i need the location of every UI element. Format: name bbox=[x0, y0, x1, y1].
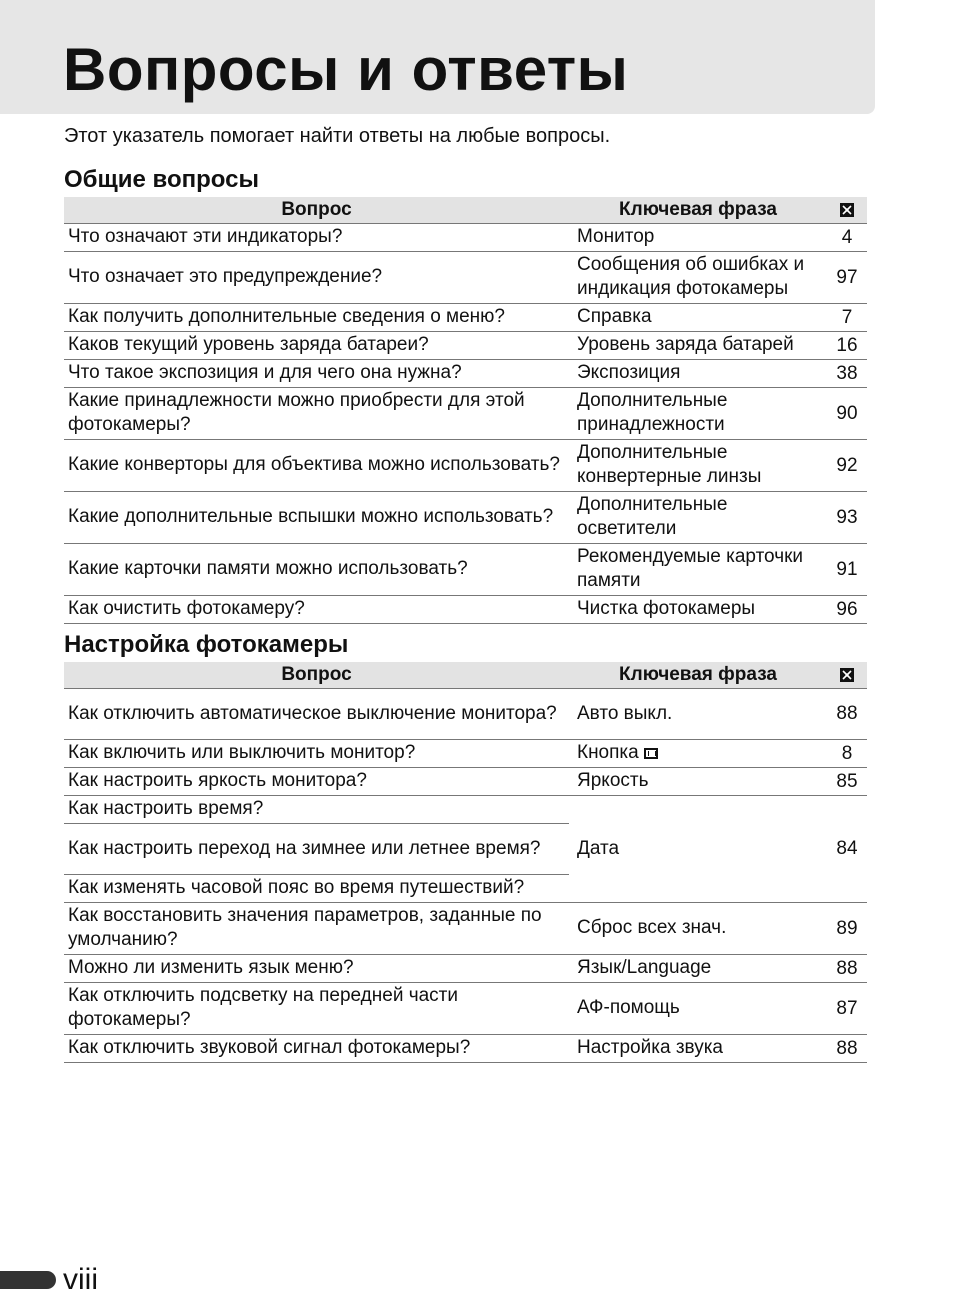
question-cell: Как настроить время? bbox=[64, 796, 569, 824]
camera-setup-table bbox=[64, 662, 867, 1063]
table-row bbox=[64, 983, 867, 1035]
keyword-cell: Яркость bbox=[569, 768, 827, 796]
intro-text: Этот указатель помогает найти ответы на любые вопросы. bbox=[64, 125, 611, 147]
question-cell: Как получить дополнительные сведения о меню? bbox=[64, 304, 569, 332]
page-ref-cell[interactable]: 8 bbox=[827, 740, 867, 768]
page-ref-cell[interactable]: 88 bbox=[827, 689, 867, 740]
page-ref-cell[interactable]: 16 bbox=[827, 332, 867, 360]
keyword-cell bbox=[569, 740, 827, 768]
table-row bbox=[64, 332, 867, 360]
table-row bbox=[64, 360, 867, 388]
page-ref-cell[interactable]: 97 bbox=[827, 252, 867, 304]
question-cell: Как отключить автоматическое выключение монитора? bbox=[64, 689, 569, 740]
question-cell: Какие карточки памяти можно использовать? bbox=[64, 544, 569, 596]
table-row bbox=[64, 544, 867, 596]
column-header-question: Вопрос bbox=[64, 197, 569, 224]
keyword-cell: Дополнительные принадлежности bbox=[569, 388, 827, 440]
page-ref-cell[interactable]: 92 bbox=[827, 440, 867, 492]
page-tab-marker bbox=[0, 1271, 56, 1289]
page-ref-cell[interactable]: 84 bbox=[827, 796, 867, 903]
question-cell: Как отключить подсветку на передней части фотокамеры? bbox=[64, 983, 569, 1035]
keyword-cell: Дата bbox=[569, 796, 827, 903]
table-row bbox=[64, 740, 867, 768]
camera-setup-section bbox=[64, 631, 867, 1063]
question-cell: Как настроить переход на зимнее или летнее время? bbox=[64, 824, 569, 875]
book-icon bbox=[839, 667, 855, 683]
table-row bbox=[64, 1035, 867, 1063]
table-row bbox=[64, 252, 867, 304]
page-title: Вопросы и ответы bbox=[63, 36, 629, 103]
page-ref-cell[interactable]: 7 bbox=[827, 304, 867, 332]
table-row bbox=[64, 304, 867, 332]
table-row bbox=[64, 224, 867, 252]
question-cell: Как отключить звуковой сигнал фотокамеры? bbox=[64, 1035, 569, 1063]
question-cell: Что означает это предупреждение? bbox=[64, 252, 569, 304]
question-cell: Как очистить фотокамеру? bbox=[64, 596, 569, 624]
page-ref-cell[interactable]: 91 bbox=[827, 544, 867, 596]
book-icon bbox=[839, 202, 855, 218]
question-cell: Какие принадлежности можно приобрести для этой фотокамеры? bbox=[64, 388, 569, 440]
question-cell: Как настроить яркость монитора? bbox=[64, 768, 569, 796]
keyword-cell: Монитор bbox=[569, 224, 827, 252]
keyword-cell: АФ-помощь bbox=[569, 983, 827, 1035]
keyword-cell: Справка bbox=[569, 304, 827, 332]
page-ref-cell[interactable]: 88 bbox=[827, 955, 867, 983]
general-questions-heading: Общие вопросы bbox=[64, 166, 259, 193]
page-ref-cell[interactable]: 96 bbox=[827, 596, 867, 624]
keyword-cell: Настройка звука bbox=[569, 1035, 827, 1063]
table-row bbox=[64, 596, 867, 624]
question-cell: Что такое экспозиция и для чего она нужна? bbox=[64, 360, 569, 388]
page-ref-cell[interactable]: 87 bbox=[827, 983, 867, 1035]
keyword-cell: Язык/Language bbox=[569, 955, 827, 983]
monitor-button-icon bbox=[644, 748, 658, 759]
page-ref-cell[interactable]: 88 bbox=[827, 1035, 867, 1063]
keyword-cell: Рекомендуемые карточки памяти bbox=[569, 544, 827, 596]
keyword-cell: Сброс всех знач. bbox=[569, 903, 827, 955]
table-row bbox=[64, 955, 867, 983]
column-header-keyword: Ключевая фраза bbox=[569, 197, 827, 224]
table-row bbox=[64, 903, 867, 955]
question-cell: Каков текущий уровень заряда батареи? bbox=[64, 332, 569, 360]
page-ref-cell[interactable]: 4 bbox=[827, 224, 867, 252]
page-number: viii bbox=[63, 1263, 98, 1296]
table-row bbox=[64, 492, 867, 544]
keyword-cell: Дополнительные осветители bbox=[569, 492, 827, 544]
question-cell: Можно ли изменить язык меню? bbox=[64, 955, 569, 983]
table-header-row bbox=[64, 662, 867, 689]
table-row bbox=[64, 796, 867, 824]
keyword-cell: Авто выкл. bbox=[569, 689, 827, 740]
general-questions-section bbox=[64, 166, 867, 624]
table-row bbox=[64, 768, 867, 796]
page-ref-cell[interactable]: 38 bbox=[827, 360, 867, 388]
column-header-page bbox=[827, 197, 867, 224]
keyword-cell: Чистка фотокамеры bbox=[569, 596, 827, 624]
column-header-page bbox=[827, 662, 867, 689]
camera-setup-heading: Настройка фотокамеры bbox=[64, 631, 349, 658]
table-row bbox=[64, 440, 867, 492]
keyword-text: Кнопка bbox=[577, 742, 639, 763]
column-header-question: Вопрос bbox=[64, 662, 569, 689]
keyword-cell: Дополнительные конвертерные линзы bbox=[569, 440, 827, 492]
page-ref-cell[interactable]: 93 bbox=[827, 492, 867, 544]
question-cell: Что означают эти индикаторы? bbox=[64, 224, 569, 252]
question-cell: Какие дополнительные вспышки можно использовать? bbox=[64, 492, 569, 544]
column-header-keyword: Ключевая фраза bbox=[569, 662, 827, 689]
page-ref-cell[interactable]: 89 bbox=[827, 903, 867, 955]
keyword-cell: Уровень заряда батарей bbox=[569, 332, 827, 360]
question-cell: Как изменять часовой пояс во время путешествий? bbox=[64, 875, 569, 903]
question-cell: Какие конверторы для объектива можно использовать? bbox=[64, 440, 569, 492]
question-cell: Как включить или выключить монитор? bbox=[64, 740, 569, 768]
keyword-cell: Экспозиция bbox=[569, 360, 827, 388]
general-questions-table bbox=[64, 197, 867, 624]
page-ref-cell[interactable]: 85 bbox=[827, 768, 867, 796]
keyword-cell: Сообщения об ошибках и индикация фотокамеры bbox=[569, 252, 827, 304]
table-row bbox=[64, 388, 867, 440]
page-ref-cell[interactable]: 90 bbox=[827, 388, 867, 440]
table-header-row bbox=[64, 197, 867, 224]
question-cell: Как восстановить значения параметров, заданные по умолчанию? bbox=[64, 903, 569, 955]
table-row bbox=[64, 689, 867, 740]
